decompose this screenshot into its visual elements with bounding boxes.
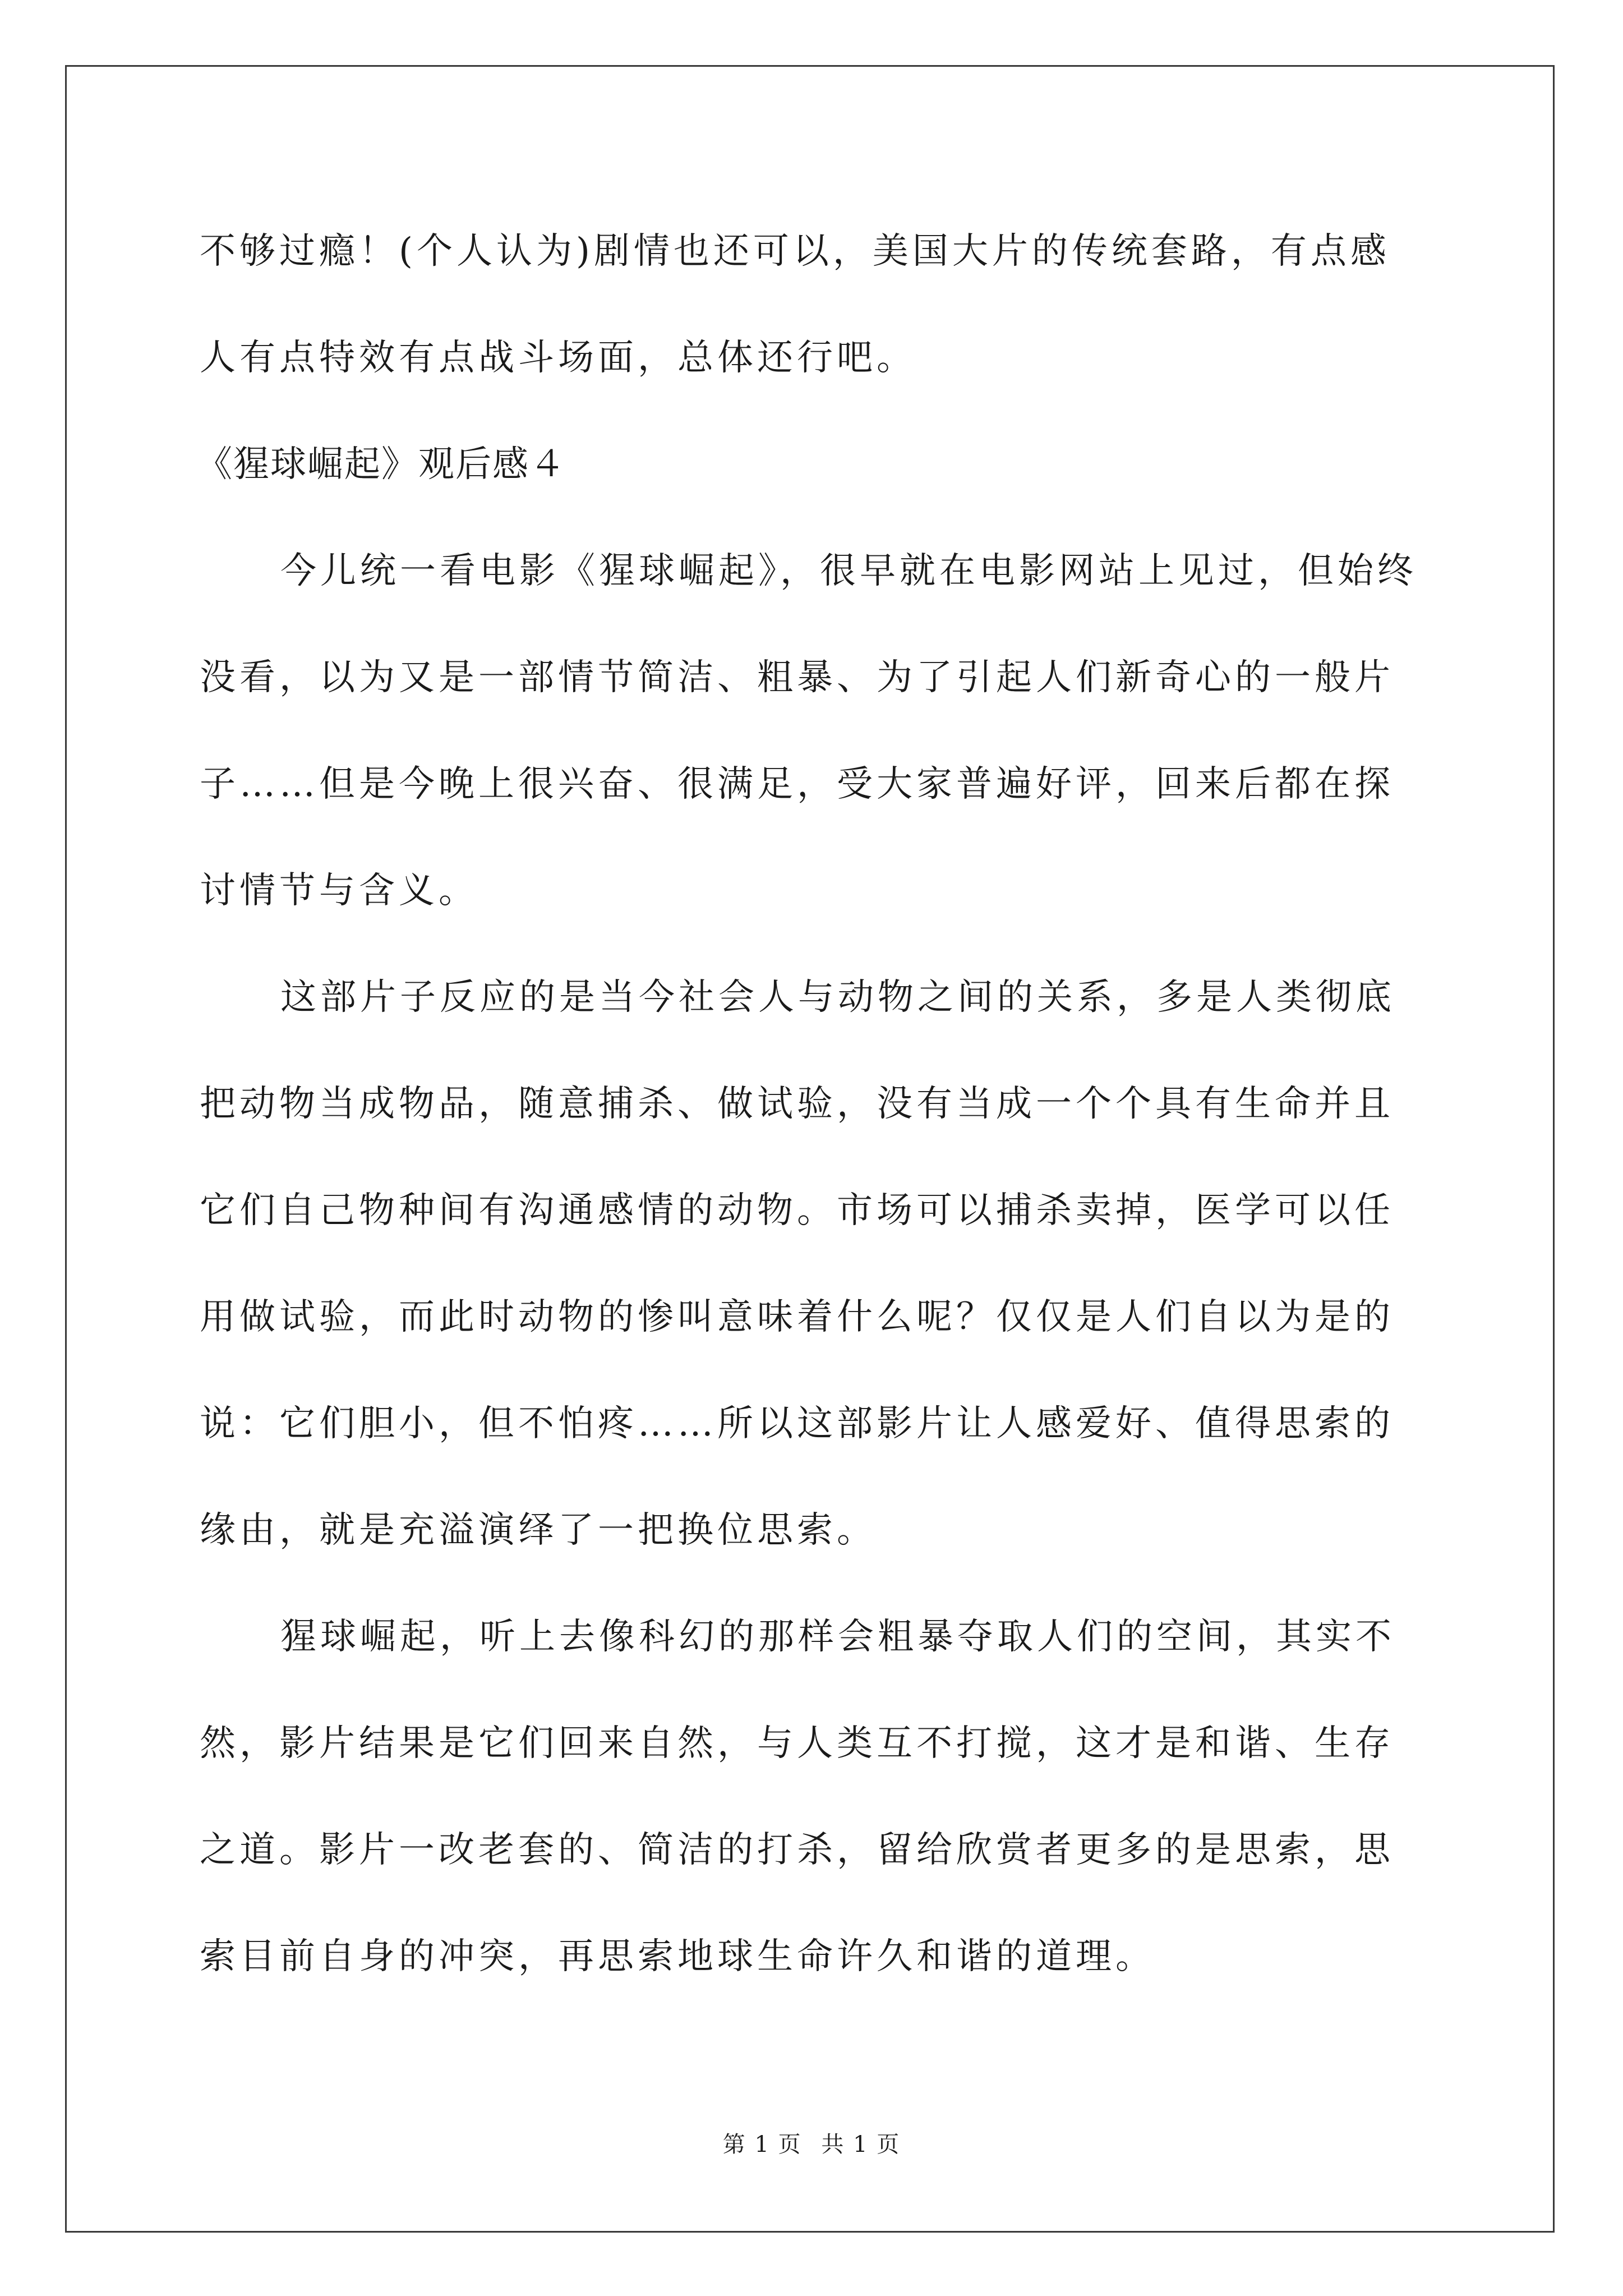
page-total: 共 1 页	[821, 2132, 901, 2157]
paragraph-line: 然，影片结果是它们回来自然，与人类互不打搅，这才是和谐、生存	[200, 1723, 1394, 1764]
body-line: 不够过瘾！(个人认为)剧情也还可以，美国大片的传统套路，有点感	[200, 231, 1390, 272]
body-line: 人有点特效有点战斗场面，总体还行吧。	[200, 337, 916, 379]
paragraph-line: 把动物当成物品，随意捕杀、做试验，没有当成一个个具有生命并且	[200, 1083, 1394, 1125]
paragraph-line: 猩球崛起，听上去像科幻的那样会粗暴夺取人们的空间，其实不	[280, 1616, 1395, 1658]
paragraph-line: 索目前自身的冲突，再思索地球生命许久和谐的道理。	[200, 1936, 1155, 1977]
page-number: 第 1 页	[722, 2132, 802, 2157]
paragraph-line: 说：它们胆小，但不怕疼……所以这部影片让人感爱好、值得思索的	[200, 1403, 1394, 1444]
page-footer	[0, 2131, 1623, 2159]
paragraph-line: 这部片子反应的是当今社会人与动物之间的关系，多是人类彻底	[280, 977, 1395, 1018]
paragraph-line: 之道。影片一改老套的、简洁的打杀，留给欣赏者更多的是思索，思	[200, 1829, 1394, 1871]
paragraph-line: 讨情节与含义。	[200, 870, 478, 912]
section-heading: 《猩球崛起》观后感４	[196, 444, 566, 485]
paragraph-line: 子……但是今晚上很兴奋、很满足，受大家普遍好评，回来后都在探	[200, 763, 1394, 805]
paragraph-line: 用做试验，而此时动物的惨叫意味着什么呢？仅仅是人们自以为是的	[200, 1296, 1394, 1338]
paragraph-line: 没看，以为又是一部情节简洁、粗暴、为了引起人们新奇心的一般片	[200, 657, 1394, 698]
paragraph-line: 它们自己物种间有沟通感情的动物。市场可以捕杀卖掉，医学可以任	[200, 1190, 1394, 1231]
paragraph-line: 缘由，就是充溢演绎了一把换位思索。	[200, 1510, 877, 1551]
page-border	[65, 65, 1555, 2233]
paragraph-line: 今儿统一看电影《猩球崛起》，很早就在电影网站上见过，但始终	[280, 550, 1417, 592]
